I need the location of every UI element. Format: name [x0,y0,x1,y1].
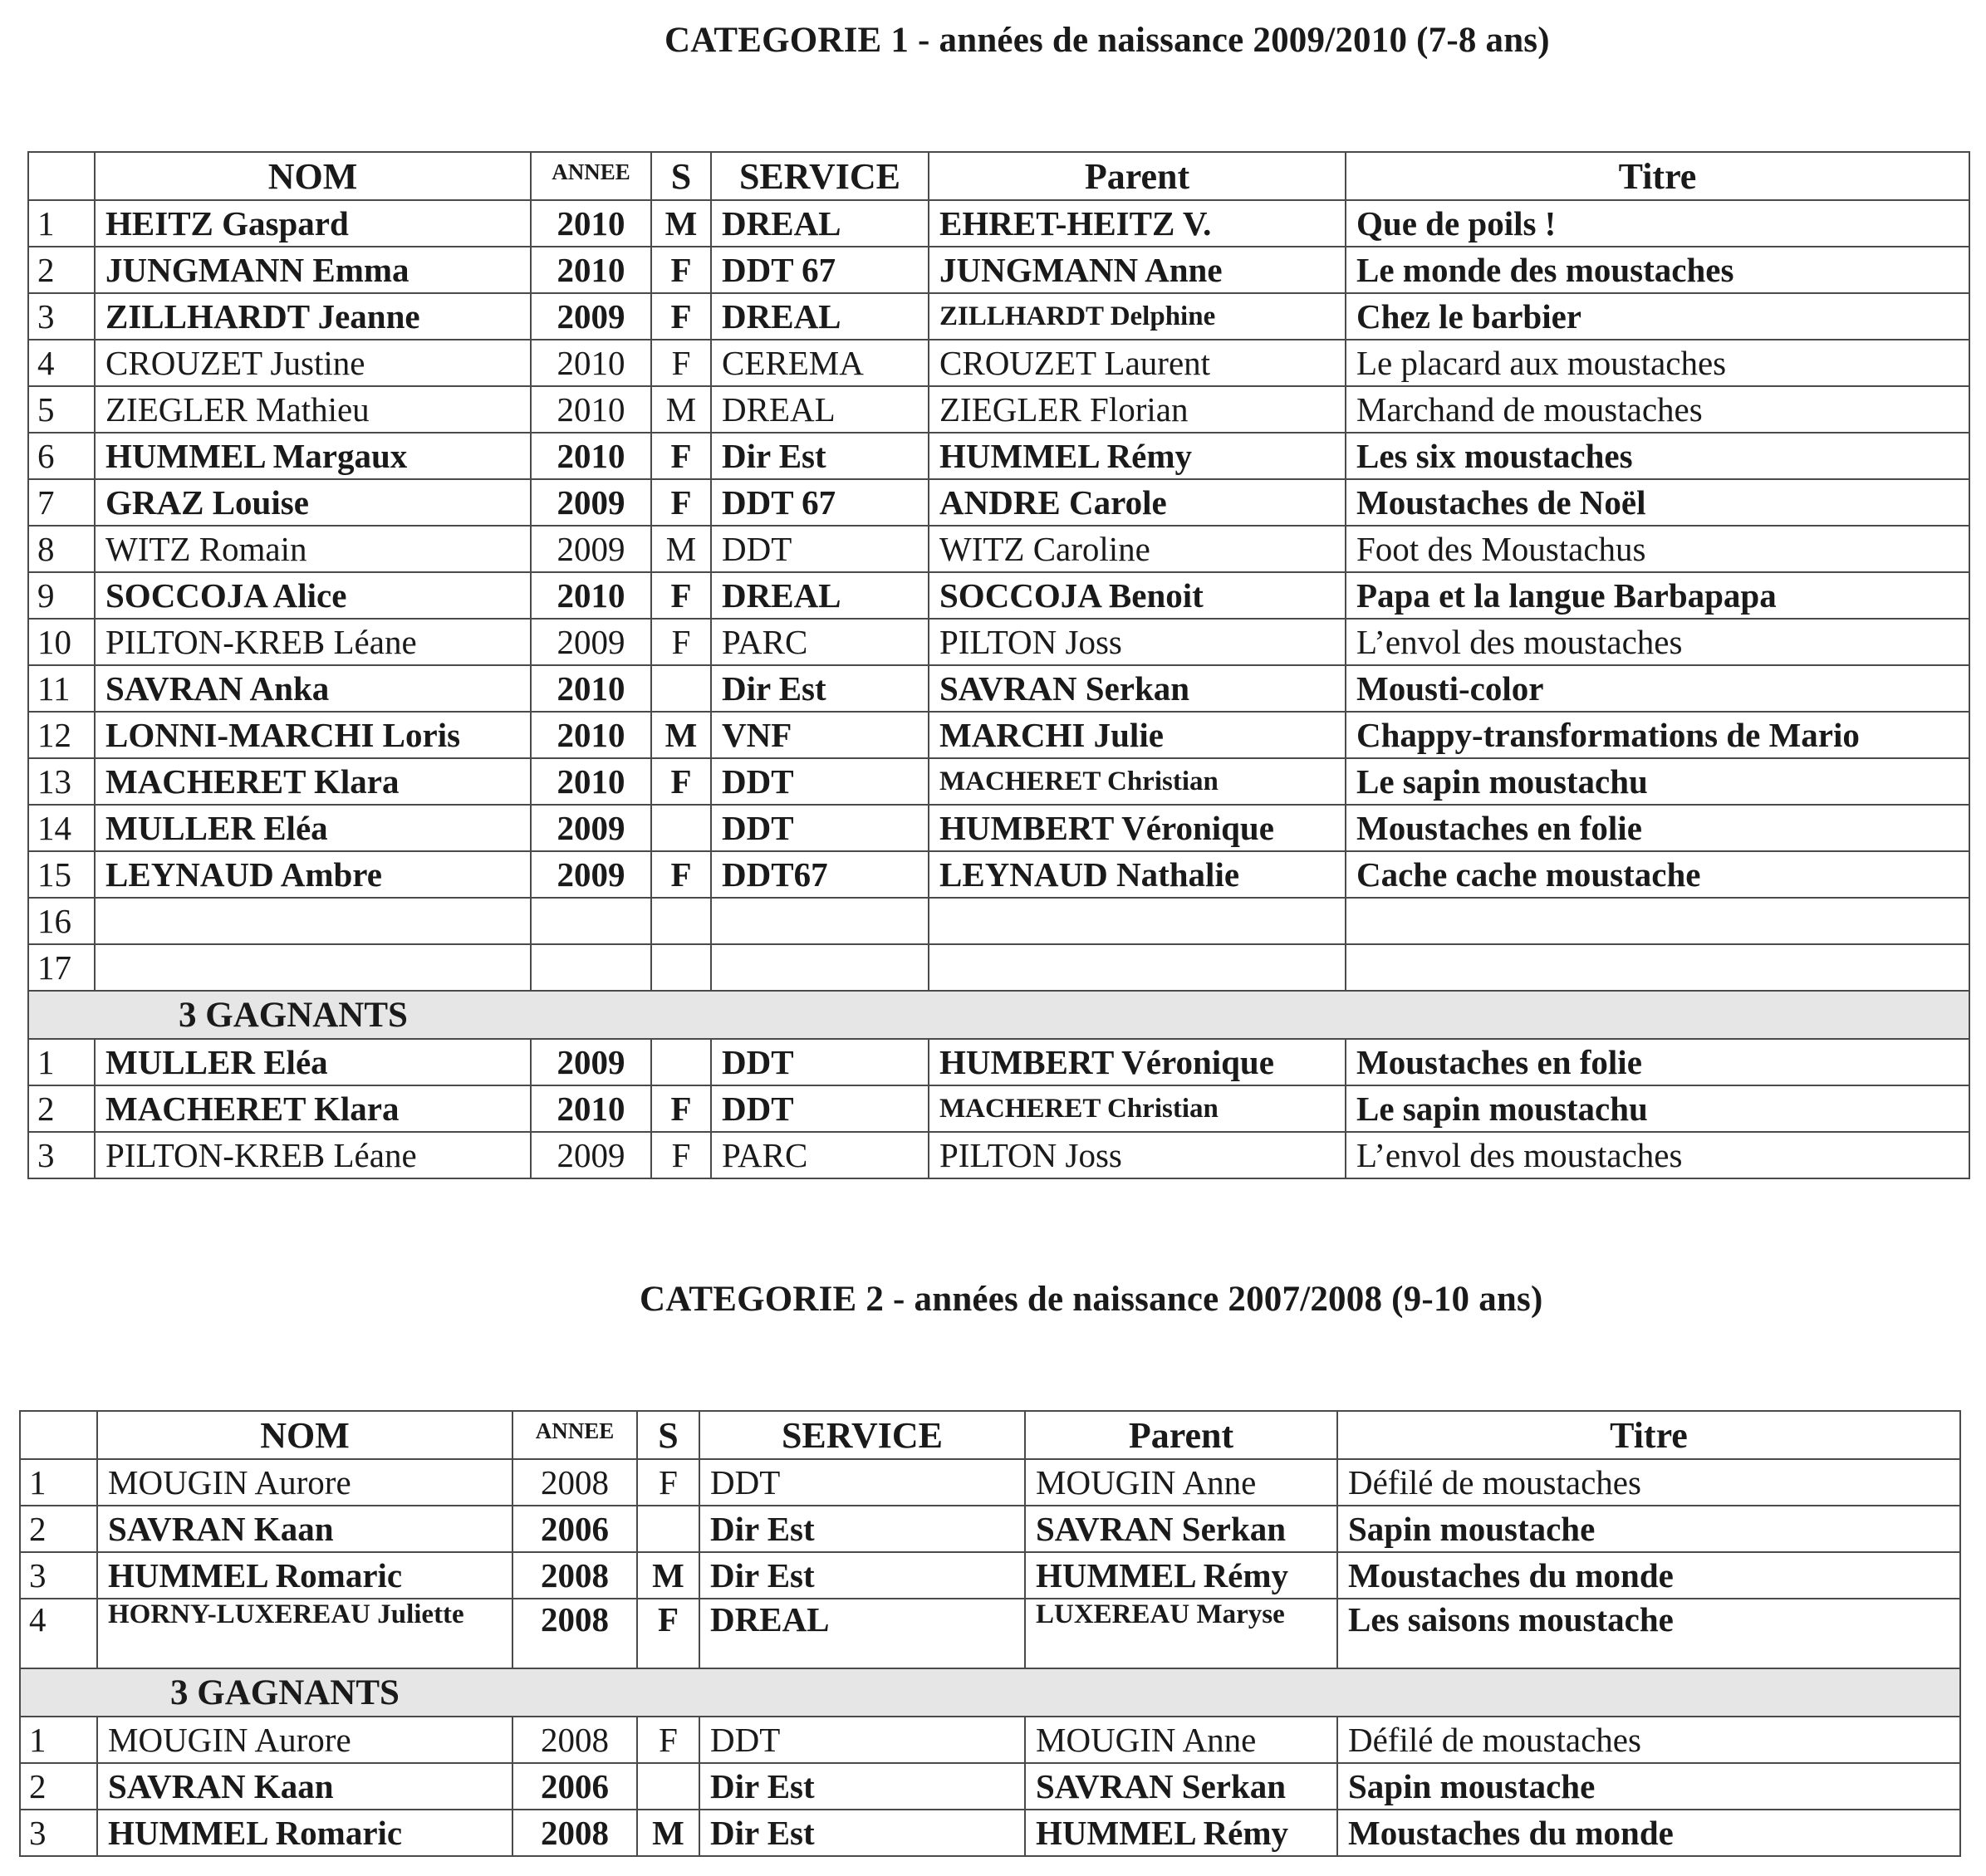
category-1-title: CATEGORIE 1 - années de naissance 2009/2010 (7-8 ans) [664,21,1550,60]
row-number: 1 [20,1459,97,1506]
titre-cell: Mousti-color [1346,665,1969,712]
parent-cell: SAVRAN Serkan [929,665,1346,712]
table-row [28,944,1969,991]
parent-cell [929,898,1346,944]
header-parent: Parent [929,152,1346,200]
annee-cell: 2006 [512,1506,637,1552]
table-row [20,1506,1960,1552]
annee-cell: 2009 [531,619,651,665]
nom-cell: ZILLHARDT Jeanne [95,293,531,340]
parent-cell: MARCHI Julie [929,712,1346,758]
service-cell: CEREMA [711,340,929,386]
row-number: 2 [28,1085,95,1132]
s-cell [651,665,711,712]
titre-cell: Les saisons moustache [1337,1599,1960,1668]
table-row [28,386,1969,433]
nom-cell: HUMMEL Romaric [97,1552,512,1599]
service-cell: DDT [711,526,929,572]
nom-cell: SAVRAN Kaan [97,1506,512,1552]
table-row [28,247,1969,293]
annee-cell: 2009 [531,526,651,572]
service-cell [711,944,929,991]
s-cell [637,1763,699,1810]
table-row [20,1763,1960,1810]
service-cell: DREAL [711,386,929,433]
row-number: 1 [28,200,95,247]
nom-cell: GRAZ Louise [95,479,531,526]
annee-cell: 2009 [531,851,651,898]
winners-header-row [28,991,1969,1039]
annee-cell: 2009 [531,479,651,526]
titre-cell: Le sapin moustachu [1346,1085,1969,1132]
titre-cell: Foot des Moustachus [1346,526,1969,572]
parent-cell: HUMBERT Véronique [929,1039,1346,1085]
service-cell: Dir Est [699,1506,1025,1552]
annee-cell: 2009 [531,293,651,340]
titre-cell: Les six moustaches [1346,433,1969,479]
table-row [28,572,1969,619]
service-cell: DDT [699,1459,1025,1506]
titre-cell: Moustaches en folie [1346,805,1969,851]
service-cell: DREAL [711,293,929,340]
titre-cell: Le placard aux moustaches [1346,340,1969,386]
table-header-row [28,152,1969,200]
parent-cell [929,944,1346,991]
service-cell: Dir Est [699,1763,1025,1810]
row-number: 1 [20,1717,97,1763]
row-number: 6 [28,433,95,479]
s-cell: M [637,1810,699,1856]
winners-label: 3 GAGNANTS [28,991,1969,1039]
row-number: 10 [28,619,95,665]
s-cell: F [651,758,711,805]
titre-cell: Que de poils ! [1346,200,1969,247]
titre-cell: Moustaches du monde [1337,1810,1960,1856]
table-row [28,1039,1969,1085]
header-annee: ANNEE [531,152,651,200]
nom-cell: MACHERET Klara [95,1085,531,1132]
parent-cell: JUNGMANN Anne [929,247,1346,293]
parent-cell: MOUGIN Anne [1025,1459,1337,1506]
table-row [20,1810,1960,1856]
winners-label: 3 GAGNANTS [20,1668,1960,1717]
service-cell: Dir Est [699,1810,1025,1856]
parent-cell: MOUGIN Anne [1025,1717,1337,1763]
s-cell: F [651,479,711,526]
row-number: 16 [28,898,95,944]
nom-cell: LEYNAUD Ambre [95,851,531,898]
row-number: 14 [28,805,95,851]
parent-cell: SAVRAN Serkan [1025,1506,1337,1552]
table-row [28,758,1969,805]
nom-cell: ZIEGLER Mathieu [95,386,531,433]
s-cell [651,898,711,944]
parent-cell: EHRET-HEITZ V. [929,200,1346,247]
row-number: 13 [28,758,95,805]
s-cell [651,944,711,991]
parent-cell: MACHERET Christian [929,1085,1346,1132]
service-cell: PARC [711,619,929,665]
s-cell: F [637,1459,699,1506]
row-number: 3 [28,1132,95,1178]
annee-cell [531,898,651,944]
titre-cell [1346,898,1969,944]
row-number: 7 [28,479,95,526]
service-cell: DDT [711,758,929,805]
parent-cell: SAVRAN Serkan [1025,1763,1337,1810]
s-cell: M [651,526,711,572]
parent-cell: HUMBERT Véronique [929,805,1346,851]
titre-cell: Défilé de moustaches [1337,1717,1960,1763]
row-number: 11 [28,665,95,712]
titre-cell: Chez le barbier [1346,293,1969,340]
table-header-row [20,1411,1960,1459]
table-row [20,1599,1960,1668]
titre-cell: Marchand de moustaches [1346,386,1969,433]
s-cell: F [651,619,711,665]
parent-cell: HUMMEL Rémy [1025,1552,1337,1599]
parent-cell: WITZ Caroline [929,526,1346,572]
annee-cell: 2010 [531,572,651,619]
nom-cell [95,944,531,991]
s-cell: F [637,1599,699,1668]
parent-cell: ANDRE Carole [929,479,1346,526]
row-number: 4 [20,1599,97,1668]
table-row [28,433,1969,479]
annee-cell: 2009 [531,805,651,851]
annee-cell: 2010 [531,758,651,805]
annee-cell [531,944,651,991]
service-cell: DDT 67 [711,247,929,293]
service-cell: DDT [711,1085,929,1132]
header-s: S [651,152,711,200]
s-cell: F [651,340,711,386]
annee-cell: 2010 [531,386,651,433]
service-cell: DDT 67 [711,479,929,526]
s-cell: M [651,386,711,433]
annee-cell: 2010 [531,1085,651,1132]
nom-cell: HUMMEL Romaric [97,1810,512,1856]
nom-cell: SOCCOJA Alice [95,572,531,619]
titre-cell: Moustaches de Noël [1346,479,1969,526]
parent-cell: CROUZET Laurent [929,340,1346,386]
parent-cell: PILTON Joss [929,619,1346,665]
s-cell: F [637,1717,699,1763]
annee-cell: 2010 [531,712,651,758]
header-number [28,152,95,200]
table-row [28,1085,1969,1132]
s-cell: F [651,433,711,479]
annee-cell: 2008 [512,1552,637,1599]
row-number: 4 [28,340,95,386]
s-cell: M [651,712,711,758]
parent-cell: LUXEREAU Maryse [1025,1599,1337,1668]
nom-cell: HEITZ Gaspard [95,200,531,247]
table-row [28,851,1969,898]
service-cell: DDT [711,1039,929,1085]
winners-header-row [20,1668,1960,1717]
service-cell: DREAL [711,200,929,247]
annee-cell: 2006 [512,1763,637,1810]
table-row [20,1552,1960,1599]
table-row [28,293,1969,340]
table-row [28,805,1969,851]
annee-cell: 2010 [531,200,651,247]
nom-cell: CROUZET Justine [95,340,531,386]
s-cell: M [651,200,711,247]
parent-cell: PILTON Joss [929,1132,1346,1178]
s-cell: F [651,293,711,340]
category-2-title: CATEGORIE 2 - années de naissance 2007/2008 (9-10 ans) [640,1280,1543,1319]
table-row [28,526,1969,572]
nom-cell: LONNI-MARCHI Loris [95,712,531,758]
category-2-table [19,1410,1961,1857]
service-cell: DDT [699,1717,1025,1763]
service-cell: DDT [711,805,929,851]
row-number: 1 [28,1039,95,1085]
header-number [20,1411,97,1459]
service-cell: PARC [711,1132,929,1178]
header-titre: Titre [1337,1411,1960,1459]
table-row [20,1717,1960,1763]
nom-cell: HUMMEL Margaux [95,433,531,479]
service-cell: DREAL [699,1599,1025,1668]
row-number: 2 [20,1506,97,1552]
titre-cell: Moustaches en folie [1346,1039,1969,1085]
annee-cell: 2009 [531,1132,651,1178]
titre-cell: Défilé de moustaches [1337,1459,1960,1506]
header-service: SERVICE [699,1411,1025,1459]
s-cell: F [651,572,711,619]
row-number: 15 [28,851,95,898]
service-cell: Dir Est [699,1552,1025,1599]
row-number: 17 [28,944,95,991]
row-number: 2 [20,1763,97,1810]
service-cell: Dir Est [711,433,929,479]
s-cell: F [651,1085,711,1132]
service-cell: DREAL [711,572,929,619]
nom-cell [95,898,531,944]
annee-cell: 2010 [531,340,651,386]
nom-cell: SAVRAN Anka [95,665,531,712]
annee-cell: 2010 [531,433,651,479]
table-row [28,712,1969,758]
s-cell [651,805,711,851]
row-number: 5 [28,386,95,433]
nom-cell: MULLER Eléa [95,1039,531,1085]
service-cell: DDT67 [711,851,929,898]
titre-cell: Le monde des moustaches [1346,247,1969,293]
table-row [28,665,1969,712]
nom-cell: JUNGMANN Emma [95,247,531,293]
annee-cell: 2008 [512,1810,637,1856]
nom-cell: SAVRAN Kaan [97,1763,512,1810]
nom-cell: PILTON-KREB Léane [95,619,531,665]
parent-cell: LEYNAUD Nathalie [929,851,1346,898]
parent-cell: ZIEGLER Florian [929,386,1346,433]
titre-cell: Le sapin moustachu [1346,758,1969,805]
annee-cell: 2010 [531,665,651,712]
annee-cell: 2009 [531,1039,651,1085]
nom-cell: PILTON-KREB Léane [95,1132,531,1178]
nom-cell: MOUGIN Aurore [97,1717,512,1763]
annee-cell: 2010 [531,247,651,293]
header-s: S [637,1411,699,1459]
table-row [28,479,1969,526]
titre-cell: Papa et la langue Barbapapa [1346,572,1969,619]
nom-cell: MOUGIN Aurore [97,1459,512,1506]
table-row [20,1459,1960,1506]
table-row [28,898,1969,944]
s-cell: F [651,1132,711,1178]
parent-cell: SOCCOJA Benoit [929,572,1346,619]
titre-cell: Sapin moustache [1337,1506,1960,1552]
parent-cell: MACHERET Christian [929,758,1346,805]
s-cell: F [651,247,711,293]
s-cell: M [637,1552,699,1599]
annee-cell: 2008 [512,1717,637,1763]
row-number: 9 [28,572,95,619]
header-nom: NOM [97,1411,512,1459]
service-cell: VNF [711,712,929,758]
nom-cell: WITZ Romain [95,526,531,572]
titre-cell: Chappy-transformations de Mario [1346,712,1969,758]
row-number: 2 [28,247,95,293]
header-titre: Titre [1346,152,1969,200]
titre-cell: L’envol des moustaches [1346,619,1969,665]
header-service: SERVICE [711,152,929,200]
titre-cell: Sapin moustache [1337,1763,1960,1810]
titre-cell: Cache cache moustache [1346,851,1969,898]
titre-cell [1346,944,1969,991]
titre-cell: L’envol des moustaches [1346,1132,1969,1178]
nom-cell: MULLER Eléa [95,805,531,851]
titre-cell: Moustaches du monde [1337,1552,1960,1599]
service-cell [711,898,929,944]
row-number: 3 [20,1552,97,1599]
annee-cell: 2008 [512,1459,637,1506]
parent-cell: HUMMEL Rémy [929,433,1346,479]
category-1-table [27,151,1970,1179]
header-parent: Parent [1025,1411,1337,1459]
header-nom: NOM [95,152,531,200]
table-row [28,200,1969,247]
annee-cell: 2008 [512,1599,637,1668]
row-number: 12 [28,712,95,758]
s-cell: F [651,851,711,898]
parent-cell: HUMMEL Rémy [1025,1810,1337,1856]
row-number: 8 [28,526,95,572]
s-cell [651,1039,711,1085]
s-cell [637,1506,699,1552]
table-row [28,619,1969,665]
nom-cell: MACHERET Klara [95,758,531,805]
table-row [28,340,1969,386]
nom-cell: HORNY-LUXEREAU Juliette [97,1599,512,1668]
row-number: 3 [20,1810,97,1856]
row-number: 3 [28,293,95,340]
parent-cell: ZILLHARDT Delphine [929,293,1346,340]
service-cell: Dir Est [711,665,929,712]
header-annee: ANNEE [512,1411,637,1459]
table-row [28,1132,1969,1178]
